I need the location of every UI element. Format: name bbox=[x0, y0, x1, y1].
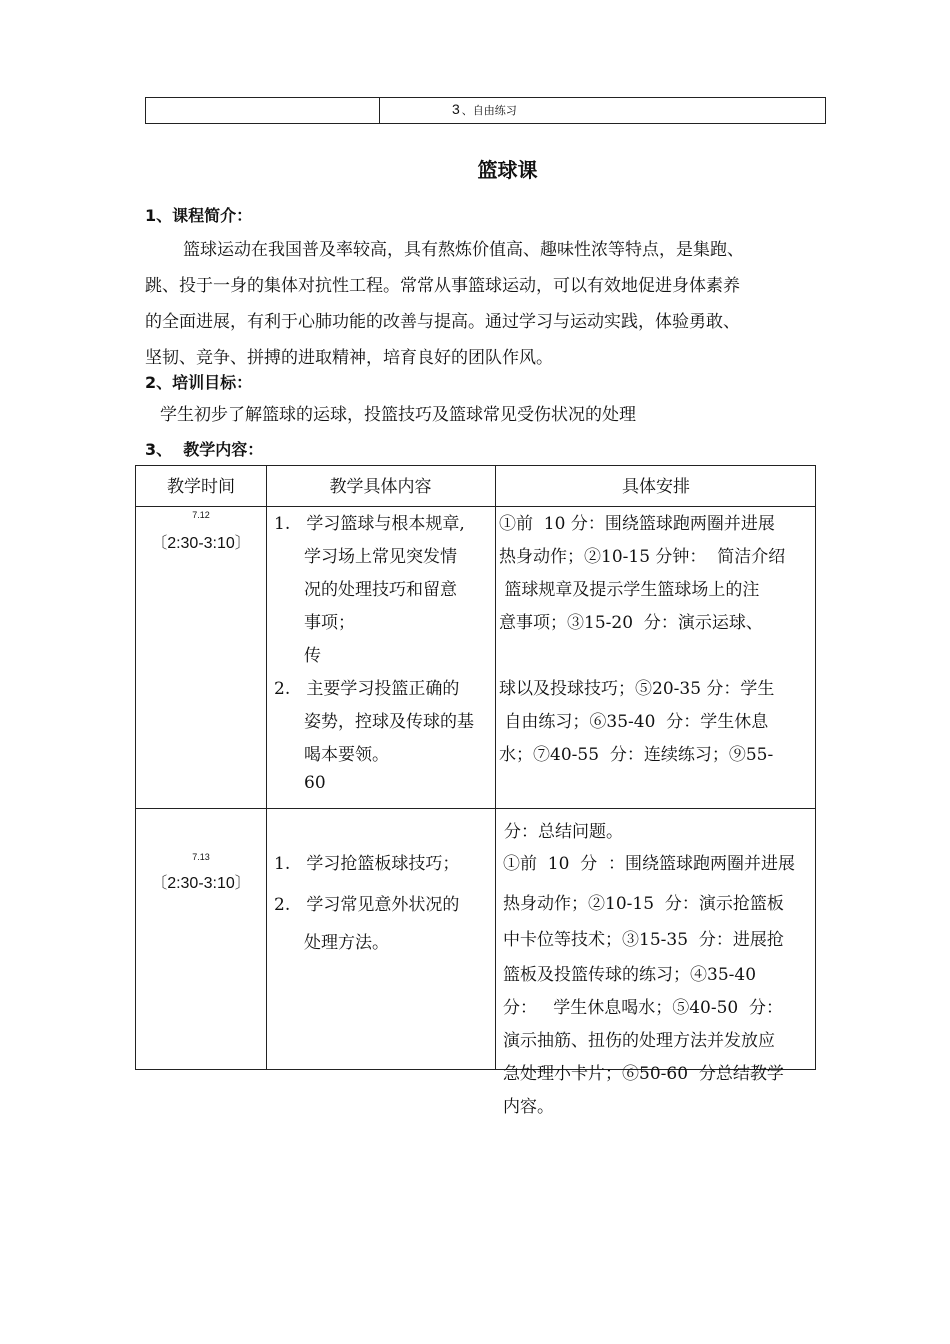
plan-line: 水；⑦40-55 分：连续练习；⑨55- bbox=[499, 745, 774, 765]
content-line: 况的处理技巧和留意 bbox=[304, 580, 457, 600]
date-small: 7.13 bbox=[192, 852, 210, 862]
plan-line: 自由练习；⑥35-40 分：学生休息 bbox=[499, 712, 769, 732]
content-heading: 3、 教学内容： bbox=[145, 440, 264, 459]
plan-line: 内容。 bbox=[503, 1097, 554, 1117]
intro-paragraph bbox=[145, 232, 815, 376]
header-plan: 具体安排 bbox=[622, 477, 690, 497]
goal-text: 学生初步了解篮球的运球，投篮技巧及篮球常见受伤状况的处理 bbox=[160, 405, 636, 425]
content-line: 60 bbox=[304, 773, 326, 793]
row-divider bbox=[136, 808, 815, 809]
date: 〔2:30-3:10〕 bbox=[151, 875, 251, 892]
plan-line: 篮球规章及提示学生篮球场上的注 bbox=[499, 580, 760, 600]
content-line: 1. 学习篮球与根本规章, bbox=[274, 514, 465, 534]
intro-heading: 1、课程简介： bbox=[145, 206, 253, 225]
content-line: 学习场上常见突发情 bbox=[304, 547, 457, 567]
plan-line: 热身动作；②10-15 分：演示抢篮板 bbox=[503, 894, 784, 914]
intro-line: 的全面进展，有利于心肺功能的改善与提高。通过学习与运动实践，体验勇敢、 bbox=[145, 312, 740, 332]
plan-line: 演示抽筋、扭伤的处理方法并发放应 bbox=[503, 1031, 775, 1051]
plan-line: 篮板及投篮传球的练习；④35-40 bbox=[503, 965, 757, 985]
content-line: 姿势，控球及传球的基 bbox=[304, 712, 474, 732]
content-line: 处理方法。 bbox=[304, 933, 389, 953]
plan-line: ①前 10 分：围绕篮球跑两圈并进展 bbox=[499, 514, 775, 534]
top-table-text: 3 、自由练习 bbox=[452, 101, 517, 117]
plan-line: 分：总结问题。 bbox=[504, 822, 623, 842]
content-line: 事项； bbox=[304, 613, 355, 633]
plan-line: 急处理小卡片；⑥50-60 分总结教学 bbox=[503, 1064, 784, 1084]
header-time: 教学时间 bbox=[167, 477, 235, 497]
plan-line: 中卡位等技术；③15-35 分：进展抢 bbox=[503, 930, 784, 950]
goal-heading: 2、培训目标： bbox=[145, 373, 253, 392]
plan-line: 意事项；③15-20 分：演示运球、 bbox=[499, 613, 763, 633]
page-title: 篮球课 bbox=[477, 158, 538, 182]
date: 〔2:30-3:10〕 bbox=[151, 535, 251, 552]
top-table-divider bbox=[379, 98, 380, 123]
content-line: 1. 学习抢篮板球技巧； bbox=[274, 854, 460, 874]
plan-line: 球以及投球技巧；⑤20-35 分：学生 bbox=[499, 679, 775, 699]
top-table-fragment bbox=[145, 97, 826, 124]
plan-line: 分： 学生休息喝水；⑤40-50 分： bbox=[503, 998, 784, 1018]
intro-line: 篮球运动在我国普及率较高，具有熬炼价值高、趣味性浓等特点，是集跑、 bbox=[183, 240, 744, 260]
date-small: 7.12 bbox=[192, 510, 210, 520]
row-divider bbox=[136, 506, 815, 507]
plan-line: 热身动作；②10-15 分钟： 简洁介绍 bbox=[499, 547, 786, 567]
content-line: 喝本要领。 bbox=[304, 745, 389, 765]
content-line: 2. 学习常见意外状况的 bbox=[274, 895, 460, 915]
col-divider bbox=[495, 466, 496, 1069]
content-line: 2. 主要学习投篮正确的 bbox=[274, 679, 460, 699]
intro-line: 坚韧、竞争、拼搏的进取精神，培育良好的团队作风。 bbox=[145, 348, 553, 368]
intro-line: 跳、投于一身的集体对抗性工程。常常从事篮球运动，可以有效地促进身体素养 bbox=[145, 276, 740, 296]
plan-line: ①前 10 分 ：围绕篮球跑两圈并进展 bbox=[503, 854, 796, 874]
header-content: 教学具体内容 bbox=[329, 477, 432, 497]
col-divider bbox=[266, 466, 267, 1069]
content-line: 传 bbox=[304, 646, 321, 666]
